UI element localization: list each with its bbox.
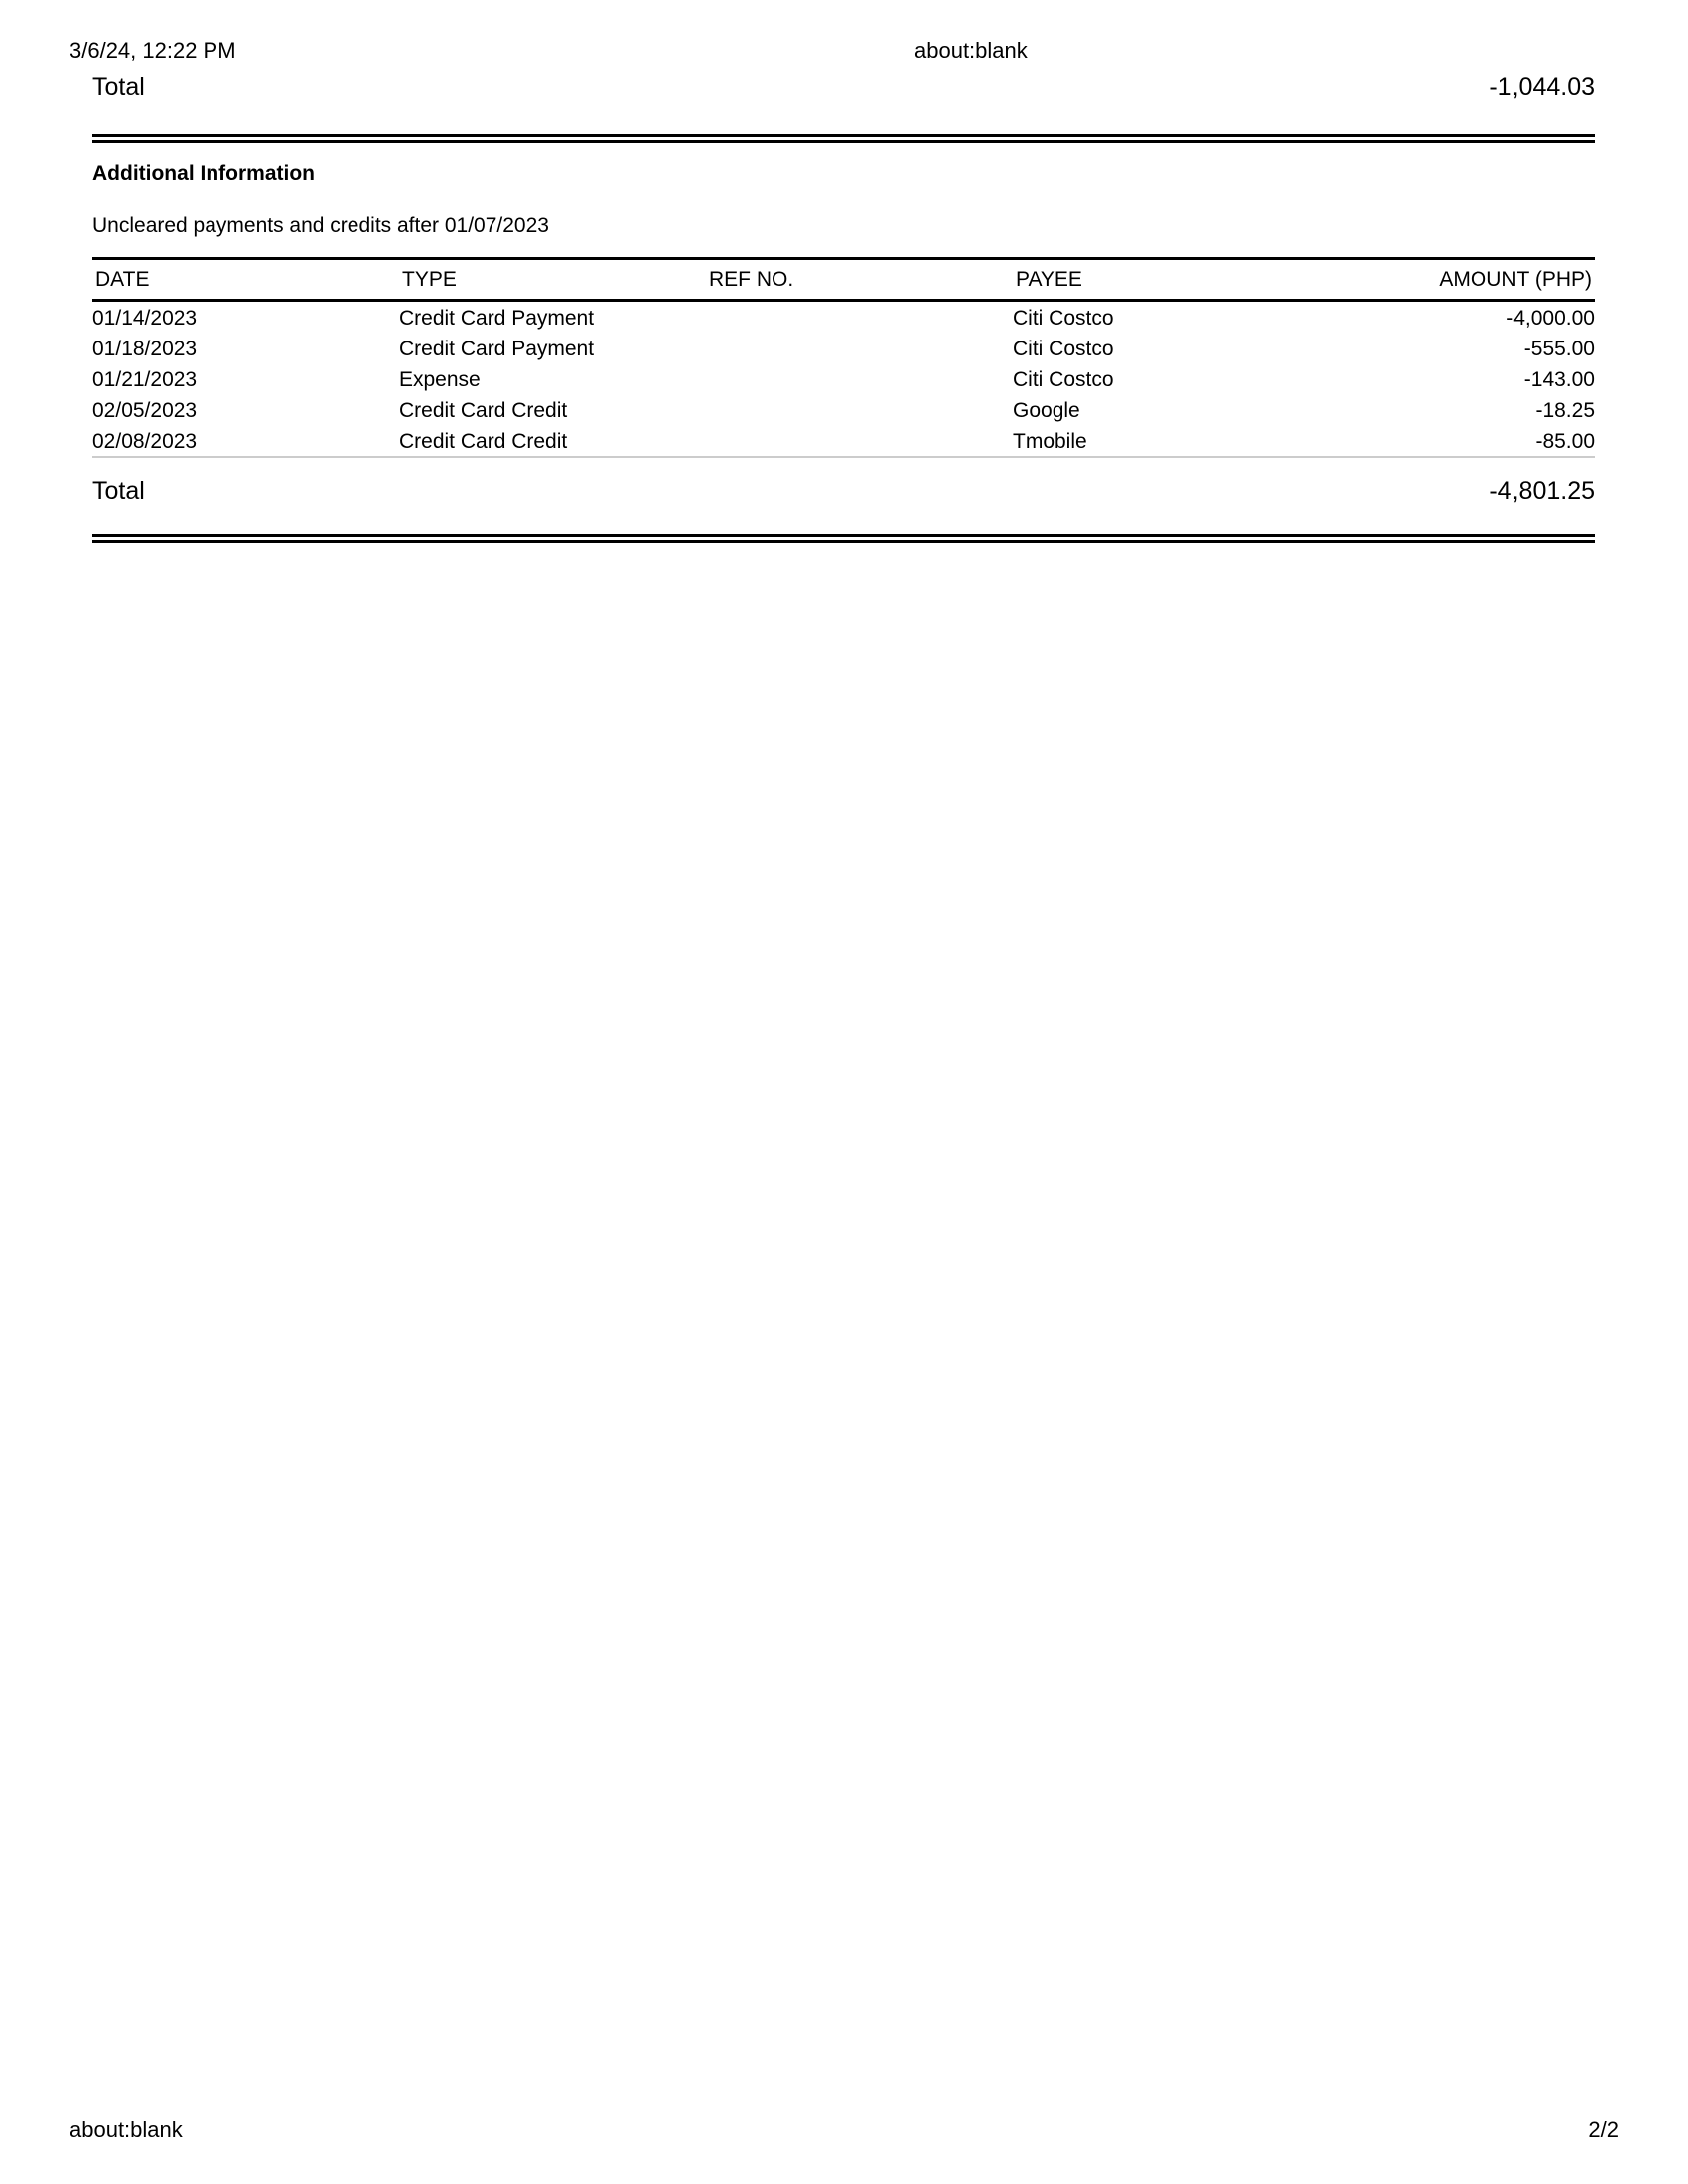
cell-date: 01/14/2023 [92,306,198,330]
uncleared-total-value: -4,801.25 [1489,478,1595,505]
uncleared-total-section [92,478,1595,543]
cell-amount: -555.00 [1523,337,1595,360]
cell-payee: Citi Costco [1013,367,1114,391]
double-rule [92,134,1595,143]
column-header-type: TYPE [399,259,706,301]
cell-date: 01/18/2023 [92,337,198,360]
page-number: 2/2 [1588,2117,1618,2142]
section-subtitle: Uncleared payments and credits after 01/07/2023 [92,214,549,237]
cell-amount: -143.00 [1523,367,1595,391]
table-header-row [92,259,1595,301]
cell-amount: -4,000.00 [1506,306,1595,330]
cell-type: Credit Card Credit [399,398,568,422]
column-header-payee: PAYEE [1013,259,1320,301]
uncleared-total-label: Total [92,478,145,505]
previous-total-value: -1,044.03 [1489,73,1595,101]
table-row [92,333,1595,363]
previous-total-row [92,73,1595,102]
uncleared-total-row [92,478,1595,506]
cell-payee: Citi Costco [1013,337,1114,360]
table-row [92,363,1595,394]
cell-ref-no [706,333,1013,363]
column-header-ref-no: REF NO. [706,259,1013,301]
cell-amount: -18.25 [1535,398,1595,422]
cell-type: Credit Card Credit [399,425,706,457]
uncleared-transactions-table [92,257,1595,458]
section-title: Additional Information [92,162,315,185]
print-datetime: 3/6/24, 12:22 PM [70,38,236,63]
column-header-date: DATE [92,259,399,301]
cell-type: Credit Card Payment [399,337,595,360]
previous-total-label: Total [92,73,145,101]
cell-date: 02/08/2023 [92,425,399,457]
print-header-url: about:blank [914,38,1028,63]
cell-ref-no [706,363,1013,394]
cell-ref-no [706,394,1013,425]
table-row [92,301,1595,334]
cell-ref-no [706,301,1013,334]
table-row [92,425,1595,457]
cell-type: Credit Card Payment [399,306,595,330]
table-row [92,394,1595,425]
double-rule [92,534,1595,543]
cell-ref-no [706,425,1013,457]
print-footer-url: about:blank [70,2117,183,2142]
cell-payee: Tmobile [1013,425,1320,457]
column-header-amount: AMOUNT (PHP) [1320,259,1595,301]
cell-date: 02/05/2023 [92,398,198,422]
cell-amount: -85.00 [1320,425,1595,457]
cell-date: 01/21/2023 [92,367,198,391]
cell-payee: Citi Costco [1013,306,1114,330]
previous-total-section [92,73,1595,143]
cell-type: Expense [399,367,481,391]
cell-payee: Google [1013,398,1080,422]
